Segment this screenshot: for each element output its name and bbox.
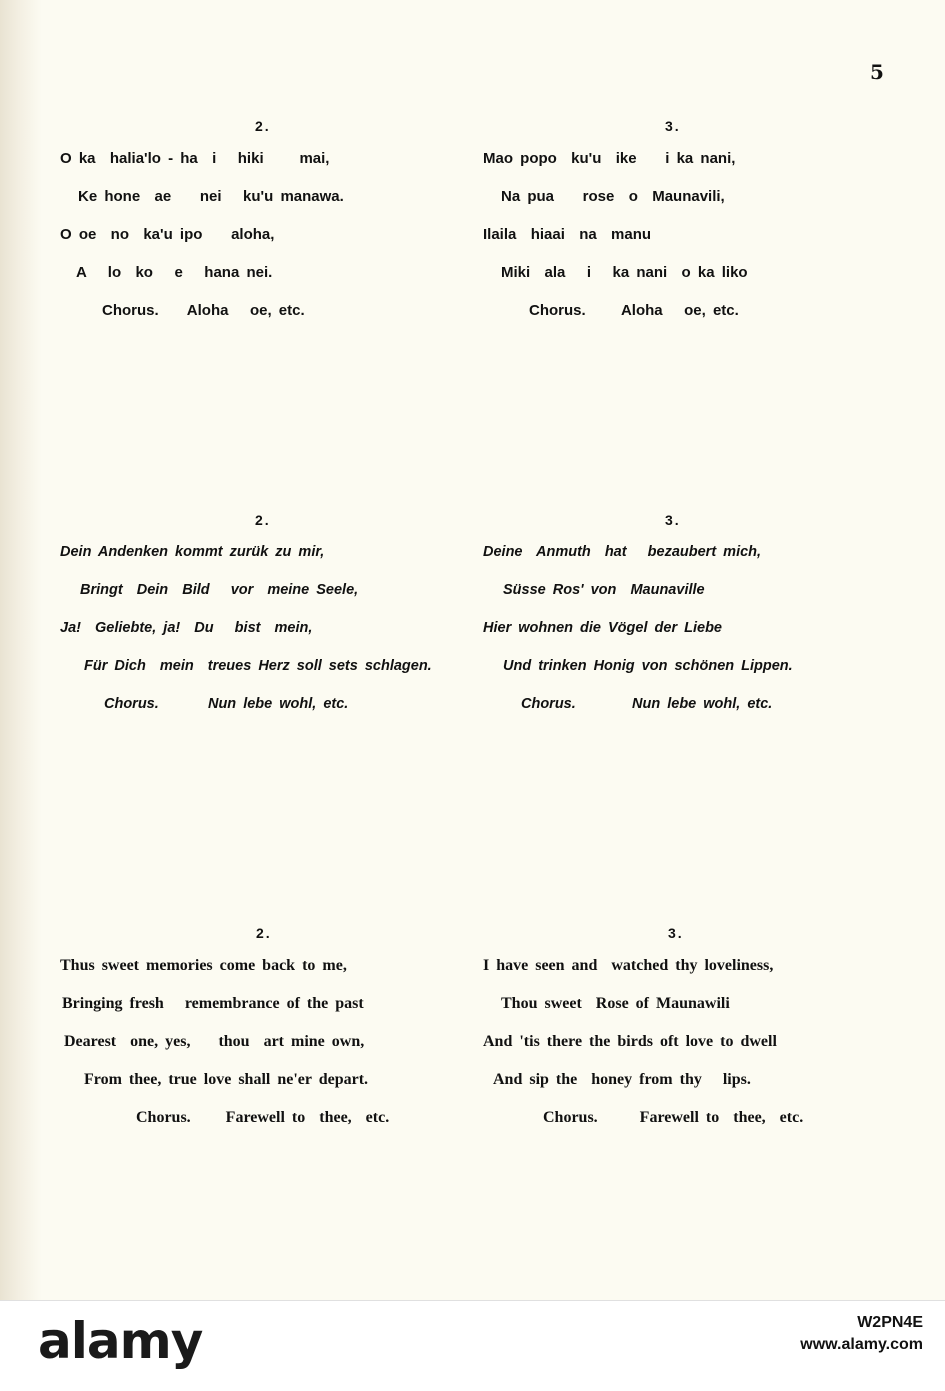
chorus-line: Chorus. Farewell to thee, etc.: [543, 1109, 804, 1126]
image-caption: [800, 1312, 923, 1356]
stanza-line: Dein Andenken kommt zurük zu mir,: [60, 544, 325, 560]
stanza-line: And sip the honey from thy lips.: [493, 1071, 751, 1088]
stanza-line: Thus sweet memories come back to me,: [60, 957, 347, 974]
stanza-number: 3.: [665, 512, 681, 528]
stanza-number: 3.: [665, 118, 681, 134]
stanza-line: O oe no ka'u ipo aloha,: [60, 226, 275, 243]
stanza-line: Thou sweet Rose of Maunawili: [501, 995, 730, 1012]
stanza-german-3: [483, 512, 903, 742]
chorus-line: Chorus. Nun lebe wohl, etc.: [104, 696, 349, 712]
stanza-hawaiian-3: [483, 118, 903, 348]
page-edge-shadow: [0, 0, 42, 1300]
stanza-english-3: [483, 925, 903, 1155]
stanza-line: Bringing fresh remembrance of the past: [62, 995, 364, 1012]
stanza-line: O ka halia'lo - ha i hiki mai,: [60, 150, 330, 167]
stanza-line: Ilaila hiaai na manu: [483, 226, 652, 243]
stanza-line: Miki ala i ka nani o ka liko: [501, 264, 748, 281]
stanza-number: 2.: [255, 512, 271, 528]
stanza-line: Ke hone ae nei ku'u manawa.: [78, 188, 344, 205]
stanza-line: Süsse Ros' von Maunaville: [503, 582, 705, 598]
alamy-logo: alamy: [38, 1312, 203, 1370]
stanza-german-2: [60, 512, 480, 742]
stanza-line: From thee, true love shall ne'er depart.: [84, 1071, 369, 1088]
stanza-line: A lo ko e hana nei.: [76, 264, 273, 281]
chorus-line: Chorus. Farewell to thee, etc.: [136, 1109, 390, 1126]
stanza-line: Und trinken Honig von schönen Lippen.: [503, 658, 793, 674]
stanza-line: Für Dich mein treues Herz soll sets schlagen.: [84, 658, 432, 674]
chorus-line: Chorus. Nun lebe wohl, etc.: [521, 696, 773, 712]
stanza-line: Bringt Dein Bild vor meine Seele,: [80, 582, 359, 598]
image-id: W2PN4E: [857, 1314, 923, 1331]
page-number: 5: [870, 60, 884, 84]
stanza-number: 2.: [255, 118, 271, 134]
stanza-line: Ja! Geliebte, ja! Du bist mein,: [60, 620, 313, 636]
chorus-line: Chorus. Aloha oe, etc.: [102, 302, 305, 319]
stanza-line: And 'tis there the birds oft love to dwell: [483, 1033, 777, 1050]
stanza-number: 2.: [256, 925, 272, 941]
stanza-line: Hier wohnen die Vögel der Liebe: [483, 620, 722, 636]
stanza-hawaiian-2: [60, 118, 480, 348]
stanza-line: Deine Anmuth hat bezaubert mich,: [483, 544, 762, 560]
stanza-number: 3.: [668, 925, 684, 941]
stanza-line: Dearest one, yes, thou art mine own,: [64, 1033, 365, 1050]
stanza-line: Na pua rose o Maunavili,: [501, 188, 725, 205]
stanza-english-2: [60, 925, 480, 1155]
stanza-line: Mao popo ku'u ike i ka nani,: [483, 150, 736, 167]
chorus-line: Chorus. Aloha oe, etc.: [529, 302, 739, 319]
stanza-line: I have seen and watched thy loveliness,: [483, 957, 774, 974]
site-url: www.alamy.com: [800, 1336, 923, 1353]
